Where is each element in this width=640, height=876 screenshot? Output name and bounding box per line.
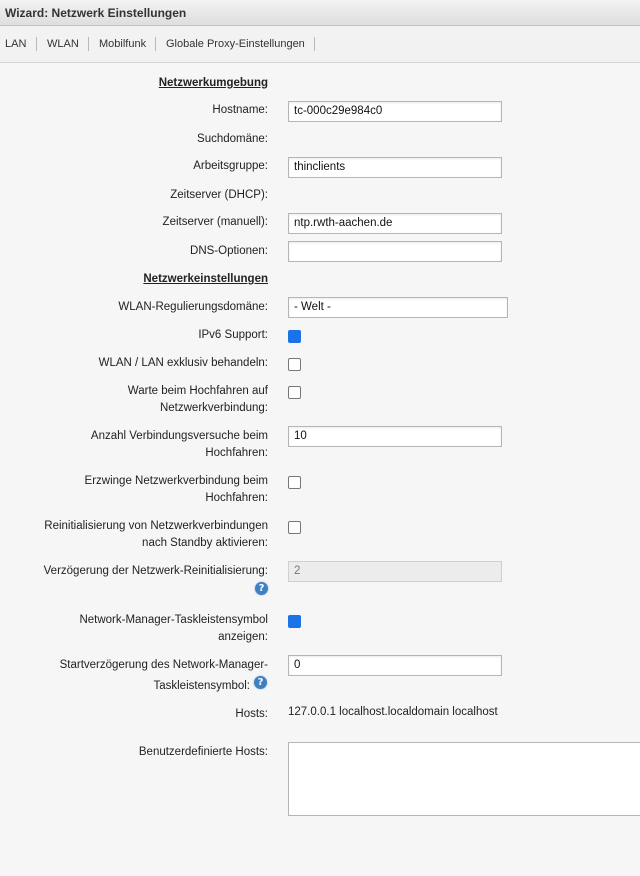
section-heading-netzwerkeinstellungen: Netzwerkeinstellungen [143,273,268,285]
wlan-lan-exklusiv-label: WLAN / LAN exklusiv behandeln: [98,357,268,369]
tab-separator [36,37,37,51]
zeitserver-manuell-input[interactable]: ntp.rwth-aachen.de [288,213,502,234]
hostname-label: Hostname: [212,104,268,116]
tab-separator [155,37,156,51]
warte-hochfahren-label-1: Warte beim Hochfahren auf [127,385,268,397]
startverzoegerung-label-2: Taskleistensymbol: [153,680,250,692]
tab-bar [0,26,640,63]
help-icon[interactable]: ? [254,676,267,689]
suchdomaene-label: Suchdomäne: [197,133,268,145]
anzahl-versuche-label-2: Hochfahren: [205,447,268,459]
reinit-standby-label-2: nach Standby aktivieren: [142,537,268,549]
zeitserver-manuell-label: Zeitserver (manuell): [162,216,268,228]
tab-separator [88,37,89,51]
arbeitsgruppe-label: Arbeitsgruppe: [193,160,268,172]
anzahl-versuche-label-1: Anzahl Verbindungsversuche beim [90,430,268,442]
reinit-standby-label-1: Reinitialisierung von Netzwerkverbindungen [44,520,268,532]
tab-globale-proxy[interactable]: Globale Proxy-Einstellungen [166,38,305,50]
ipv6-label: IPv6 Support: [198,329,268,341]
wlan-regulierung-select[interactable]: - Welt - [288,297,508,318]
reinit-standby-checkbox[interactable] [288,521,301,534]
startverzoegerung-label-1: Startverzögerung des Network-Manager- [59,659,268,671]
custom-hosts-label: Benutzerdefinierte Hosts: [138,746,268,758]
tab-mobilfunk[interactable]: Mobilfunk [99,38,147,50]
hostname-input[interactable]: tc-000c29e984c0 [288,101,502,122]
erzwinge-label-1: Erzwinge Netzwerkverbindung beim [84,475,268,487]
warte-hochfahren-label-2: Netzwerkverbindung: [159,402,268,414]
section-heading-netzwerkumgebung: Netzwerkumgebung [158,77,268,89]
verzoegerung-reinit-label: Verzögerung der Netzwerk-Reinitialisierung: [43,565,268,577]
dns-optionen-label: DNS-Optionen: [190,245,268,257]
hosts-value: 127.0.0.1 localhost.localdomain localhost [288,706,498,718]
wlan-regulierung-label: WLAN-Regulierungsdomäne: [118,301,268,313]
custom-hosts-textarea[interactable] [288,742,640,816]
window-titlebar [0,0,640,26]
erzwinge-checkbox[interactable] [288,476,301,489]
tab-wlan[interactable]: WLAN [47,38,79,50]
wlan-lan-exklusiv-checkbox[interactable] [288,358,301,371]
hosts-label: Hosts: [235,708,268,720]
zeitserver-dhcp-label: Zeitserver (DHCP): [170,189,268,201]
startverzoegerung-input[interactable]: 0 [288,655,502,676]
dns-optionen-input[interactable] [288,241,502,262]
warte-hochfahren-checkbox[interactable] [288,386,301,399]
anzahl-versuche-input[interactable]: 10 [288,426,502,447]
tab-lan[interactable]: LAN [5,38,27,50]
tab-separator [314,37,315,51]
verzoegerung-reinit-input[interactable]: 2 [288,561,502,582]
nm-taskleiste-label-2: anzeigen: [218,631,268,643]
erzwinge-label-2: Hochfahren: [205,492,268,504]
arbeitsgruppe-input[interactable]: thinclients [288,157,502,178]
ipv6-checkbox[interactable] [288,330,301,343]
window-title: Wizard: Netzwerk Einstellungen [5,6,187,20]
help-icon[interactable]: ? [255,582,268,595]
nm-taskleiste-label-1: Network-Manager-Taskleistensymbol [79,614,268,626]
nm-taskleiste-checkbox[interactable] [288,615,301,628]
